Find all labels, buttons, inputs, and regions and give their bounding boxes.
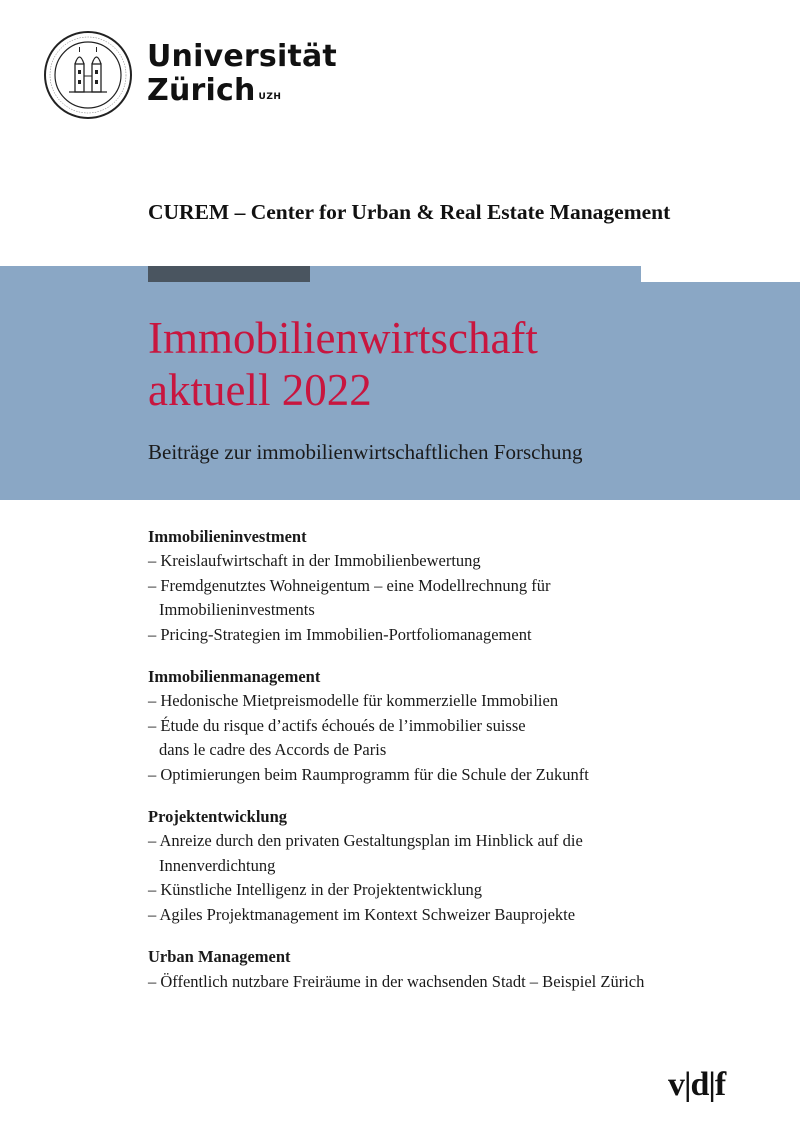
toc-item: – Öffentlich nutzbare Freiräume in der wachsenden Stadt – Beispiel Zürich — [148, 971, 645, 991]
university-abbr: UZH — [258, 92, 282, 102]
title-band-accent-strip — [148, 266, 310, 282]
toc-item-text: – Fremdgenutztes Wohneigentum – eine Modellrechnung für — [148, 575, 551, 595]
toc-section-heading: Immobilieninvestment — [148, 527, 307, 546]
toc-item: – Agiles Projektmanagement im Kontext Schweizer Bauprojekte — [148, 904, 576, 924]
table-of-contents — [148, 525, 768, 1012]
toc-item — [148, 714, 768, 763]
toc-section — [148, 665, 768, 787]
toc-item-text: – Anreize durch den privaten Gestaltungsplan im Hinblick auf die — [148, 831, 583, 851]
toc-item: – Pricing-Strategien im Immobilien-Portfoliomanagement — [148, 624, 532, 644]
toc-section — [148, 525, 768, 647]
book-title-line2: aktuell 2022 — [148, 365, 372, 415]
toc-item-text: – Étude du risque d’actifs échoués de l’immobilier suisse — [148, 715, 526, 735]
toc-section-heading: Urban Management — [148, 947, 291, 967]
university-city: Zürich — [147, 73, 256, 108]
toc-item: – Optimierungen beim Raumprogramm für die Schule der Zukunft — [148, 764, 589, 784]
publisher-logo: v|d|f — [668, 1066, 726, 1103]
university-seal-icon — [43, 30, 133, 120]
toc-item-continuation: dans le cadre des Accords de Paris — [159, 740, 387, 760]
book-title-line1: Immobilienwirtschaft — [148, 313, 538, 363]
toc-section-heading: Immobilienmanagement — [148, 667, 321, 687]
university-name — [147, 40, 337, 108]
university-name-line2 — [147, 74, 337, 108]
university-name-line1: Universität — [147, 39, 337, 74]
toc-item: – Hedonische Mietpreismodelle für kommerzielle Immobilien — [148, 691, 559, 711]
toc-section — [148, 805, 768, 927]
toc-item: – Künstliche Intelligenz in der Projektentwicklung — [148, 880, 483, 900]
toc-item — [148, 574, 768, 623]
book-subtitle: Beiträge zur immobilienwirtschaftlichen Forschung — [148, 440, 583, 464]
title-band-notch — [641, 266, 800, 282]
toc-item-continuation: Immobilieninvestments — [159, 600, 315, 620]
toc-section-heading: Projektentwicklung — [148, 807, 288, 827]
toc-item-continuation: Innenverdichtung — [159, 855, 276, 875]
institute-name: CUREM – Center for Urban & Real Estate Management — [148, 200, 671, 224]
toc-section — [148, 945, 768, 994]
toc-item: – Kreislaufwirtschaft in der Immobilienbewertung — [148, 551, 481, 571]
toc-item — [148, 829, 768, 878]
book-title — [148, 312, 538, 416]
